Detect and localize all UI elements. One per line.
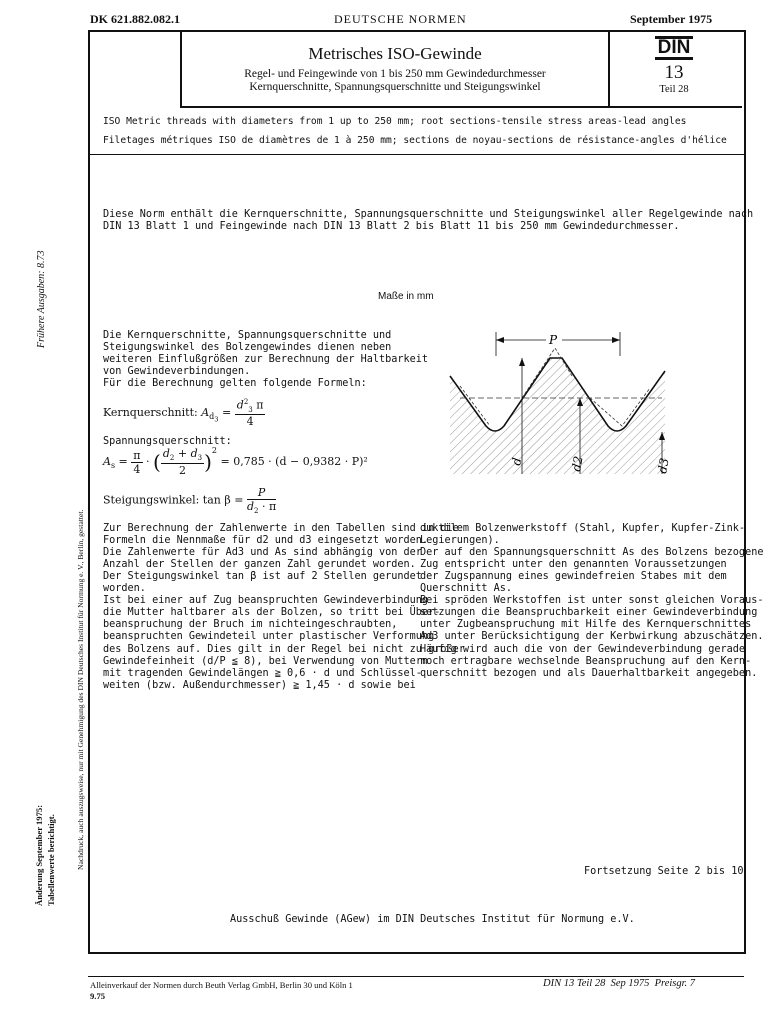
footer-sales: Alleinverkauf der Normen durch Beuth Verlag GmbH, Berlin 30 und Köln 1 — [90, 980, 353, 990]
steig-label: Steigungswinkel: tan β = — [103, 493, 244, 507]
left-col-line: beanspruchung der Bruch im nichteingeschraubten, — [103, 619, 398, 631]
left-col-line: beanspruchten Gewindeteil unter plastischer Verformung — [103, 631, 435, 643]
d-label: d — [509, 456, 525, 467]
right-col-line: Legierungen). — [420, 535, 500, 547]
issue-date: September 1975 — [630, 12, 713, 26]
left-col-line: die Mutter haltbarer als der Bolzen, so tritt bei Über- — [103, 607, 441, 619]
spann-label: Spannungsquerschnitt: — [103, 436, 232, 447]
left-col-line: Zur Berechnung der Zahlenwerte in den Tabellen sind in die — [103, 523, 459, 534]
org-name: DEUTSCHE NORMEN — [334, 12, 467, 26]
d-arrow — [519, 358, 525, 366]
translation-fr: Filetages métriques ISO de diamètres de 1 à 250 mm; sections de noyau-sections de résistance-angles d'hélice — [103, 135, 727, 146]
left-para-3: weiteren Einflußgrößen zur Berechnung der Haltbarkeit — [103, 354, 429, 365]
right-col-line: Querschnitt As. — [420, 583, 513, 595]
din-number: 13 — [664, 62, 684, 83]
left-col-line: Gewindefeinheit (d/P ≦ 8), bei Verwendung von Muttern — [103, 655, 429, 667]
title-box — [180, 30, 610, 108]
p-label: P — [549, 333, 558, 347]
copyright-note: Nachdruck, auch auszugsweise, nur mit Genehmigung des DIN Deutsches Institut für Normung e. V., Berlin, gestattet. — [76, 509, 85, 870]
right-col-line: duktilem Bolzenwerkstoff (Stahl, Kupfer, Kupfer-Zink- — [420, 523, 746, 534]
left-col-line: Die Zahlenwerte für Ad3 und As sind abhängig von der — [103, 547, 422, 559]
right-col-line: Der auf den Spannungsquerschnitt As des Bolzens bezogene — [420, 547, 764, 559]
left-col-line: Ist bei einer auf Zug beanspruchten Gewindeverbindung — [103, 595, 429, 607]
right-col-line: Bei spröden Werkstoffen ist unter sonst gleichen Voraus- — [420, 595, 764, 607]
translation-en: ISO Metric threads with diameters from 1 up to 250 mm; root sections-tensile stress areas-lead angles — [103, 116, 687, 127]
din-logo: DIN — [655, 36, 693, 60]
left-para-2: Steigungswinkel des Bolzengewindes dienen neben — [103, 342, 392, 353]
left-col-line: Formeln die Nennmaße für d2 und d3 eingesetzt worden. — [103, 535, 429, 547]
p-arrow-right — [612, 337, 620, 343]
thread-profile-diagram — [440, 326, 680, 476]
footer-code: 9.75 — [90, 991, 106, 1001]
intro-line-2: DIN 13 Blatt 1 und Feingewinde nach DIN 13 Blatt 2 bis Blatt 11 bis 250 mm Gewindedurchmesser. — [103, 221, 680, 232]
left-col-line: Anzahl der Stellen der ganzen Zahl gerundet worden. — [103, 559, 416, 571]
left-col-line: Der Steigungswinkel tan β ist auf 2 Stellen gerundet — [103, 571, 422, 583]
left-para-1: Die Kernquerschnitte, Spannungsquerschnitte und — [103, 330, 392, 341]
left-col-line: mit tragenden Gewindelängen ≧ 0,6 · d und Schlüssel- — [103, 667, 422, 679]
right-col-line: Ad3 unter Berücksichtigung der Kerbwirkung abzuschätzen. — [420, 631, 764, 643]
dk-number: DK 621.882.082.1 — [90, 12, 180, 26]
din-part: Teil 28 — [659, 84, 689, 95]
left-col-line: des Bolzens auf. Dies gilt in der Regel bei nicht zu großer — [103, 643, 465, 655]
continuation-note: Fortsetzung Seite 2 bis 10 — [584, 866, 744, 877]
page-title: Metrisches ISO-Gewinde — [308, 44, 482, 63]
change-note-2: Tabellenwerte berichtigt. — [46, 814, 56, 906]
left-para-5: Für die Berechnung gelten folgende Formeln: — [103, 378, 367, 389]
spann-value: = 0,785 · (d − 0,9382 · P)² — [220, 455, 368, 468]
title-sub1: Regel- und Feingewinde von 1 bis 250 mm Gewindedurchmesser — [244, 68, 546, 80]
change-note-1: Änderung September 1975: — [34, 804, 44, 906]
kern-label: Kernquerschnitt: — [103, 405, 198, 419]
right-col-line: setzungen die Beanspruchbarkeit einer Gewindeverbindung — [420, 607, 758, 619]
translation-box — [88, 106, 744, 155]
units-note: Maße in mm — [378, 291, 434, 302]
intro-line-1: Diese Norm enthält die Kernquerschnitte, Spannungsquerschnitte und Steigungswinkel aller Regelgewinde nach — [103, 209, 754, 220]
d2-label: d2 — [569, 454, 586, 473]
formula-steig: Steigungswinkel: tan β = $\frac{P}{d_2 \cdot \pi}$ — [103, 486, 277, 516]
right-col-line: der Zugspannung eines gewindefreien Stabes mit dem — [420, 571, 727, 583]
left-para-4: von Gewindeverbindungen. — [103, 366, 251, 377]
earlier-editions: Frühere Ausgaben: 8.73 — [36, 250, 47, 348]
right-col-line: Häufig wird auch die von der Gewindeverbindung gerade — [420, 643, 746, 655]
right-col-line: querschnitt bezogen und als Dauerhaltbarkeit angegeben. — [420, 667, 758, 679]
din-box — [606, 30, 742, 108]
d3-label: d3 — [655, 456, 672, 475]
footer-rule — [88, 976, 744, 977]
left-col-line: weiten (bzw. Außendurchmesser) ≧ 1,45 · d sowie bei — [103, 679, 416, 691]
left-col-line: worden. — [103, 583, 146, 595]
right-col-line: Zug entspricht unter den genannten Voraussetzungen — [420, 559, 727, 571]
formula-kern: Kernquerschnitt: $A_{d_3}$ = $\frac{d^2_3 \pi}{4}$ — [103, 398, 264, 428]
right-col-line: unter Zugbeanspruchung mit Hilfe des Kernquerschnittes — [420, 619, 752, 631]
right-col-line: noch ertragbare wechselnde Beanspruchung auf den Kern- — [420, 655, 752, 667]
p-arrow-left — [496, 337, 504, 343]
committee-note: Ausschuß Gewinde (AGew) im DIN Deutsches Institut für Normung e.V. — [230, 914, 635, 925]
formula-spann: $A_s$ = $\frac{\pi}{4}$ · ( $\frac{d_2 + d_3}{2}$ )$^2$ = 0,785 · (d − 0,9382 · P)² — [103, 446, 368, 477]
title-sub2: Kernquerschnitte, Spannungsquerschnitte und Steigungswinkel — [249, 81, 541, 93]
footer-ref: DIN 13 Teil 28 Sep 1975 Preisgr. 7 — [543, 978, 696, 989]
